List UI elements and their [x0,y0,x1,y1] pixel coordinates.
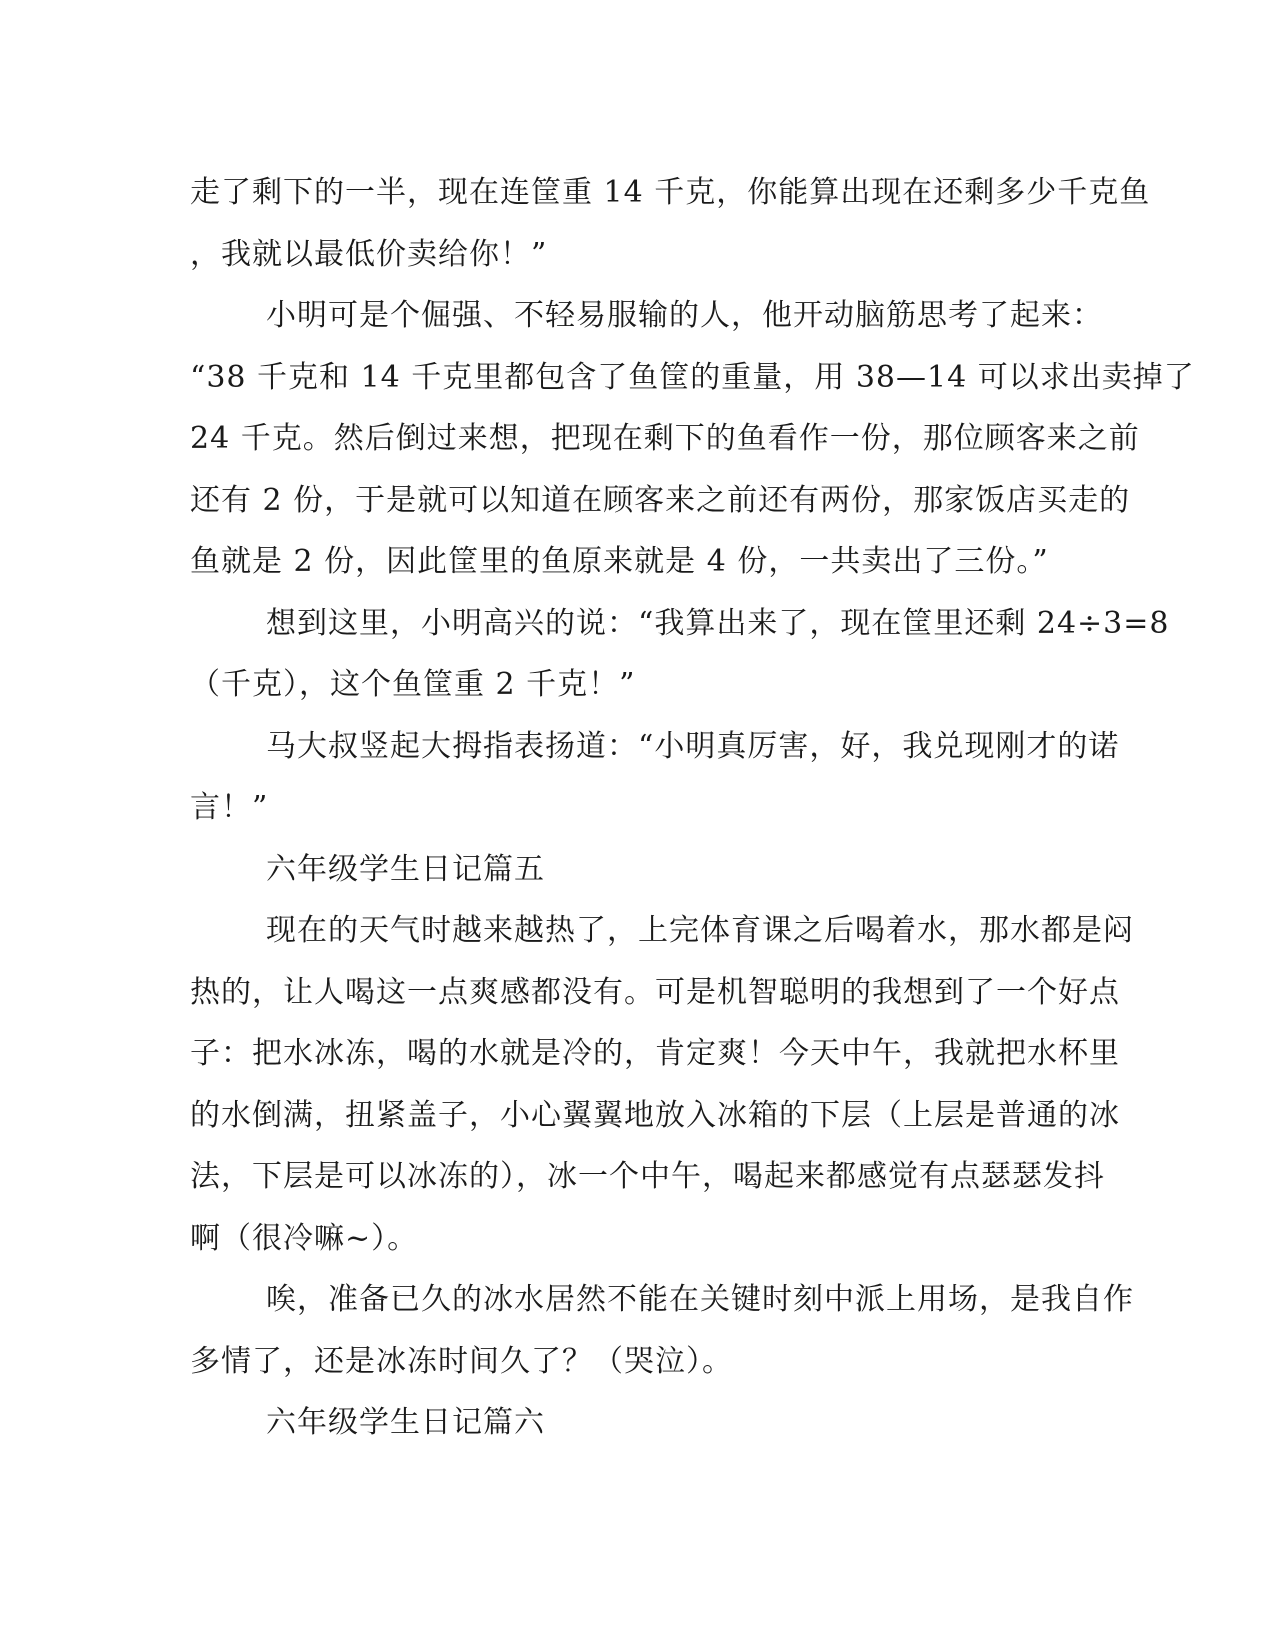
text-line: （千克），这个鱼筐重 2 千克！” [190,667,636,702]
text-line: 24 千克。然后倒过来想，把现在剩下的鱼看作一份，那位顾客来之前 [190,421,1140,456]
text-line: 现在的天气时越来越热了，上完体育课之后喝着水，那水都是闷 [266,913,1134,948]
text-line: 多情了，还是冰冻时间久了？（哭泣）。 [190,1343,733,1379]
text-line: ，我就以最低价卖给你！” [190,236,548,272]
text-line: 走了剩下的一半，现在连筐重 14 千克，你能算出现在还剩多少千克鱼 [190,175,1151,210]
text-line: 唉，准备已久的冰水居然不能在关键时刻中派上用场，是我自作 [266,1282,1134,1317]
text-line: 还有 2 份，于是就可以知道在顾客来之前还有两份，那家饭店买走的 [190,482,1131,518]
text-line: 想到这里，小明高兴的说：“我算出来了，现在筐里还剩 24÷3=8 [266,605,1170,641]
text-line: 言！” [190,790,269,825]
section-heading: 六年级学生日记篇五 [266,851,545,887]
text-line: 马大叔竖起大拇指表扬道：“小明真厉害，好，我兑现刚才的诺 [266,728,1120,764]
document-body [190,162,1195,1454]
text-line: “38 千克和 14 千克里都包含了鱼筐的重量，用 38—14 可以求出卖掉了 [190,359,1195,395]
text-line: 热的，让人喝这一点爽感都没有。可是机智聪明的我想到了一个好点 [190,974,1120,1010]
text-line: 啊（很冷嘛~）。 [190,1220,419,1256]
text-line: 法，下层是可以冰冻的），冰一个中午，喝起来都感觉有点瑟瑟发抖 [190,1159,1105,1194]
section-heading: 六年级学生日记篇六 [266,1405,545,1440]
text-line: 的水倒满，扭紧盖子，小心翼翼地放入冰箱的下层（上层是普通的冰 [190,1097,1120,1133]
text-line: 小明可是个倔强、不轻易服输的人，他开动脑筋思考了起来： [266,298,1103,333]
text-line: 子：把水冰冻，喝的水就是冷的，肯定爽！今天中午，我就把水杯里 [190,1036,1120,1071]
text-line: 鱼就是 2 份，因此筐里的鱼原来就是 4 份，一共卖出了三份。” [190,544,1049,579]
